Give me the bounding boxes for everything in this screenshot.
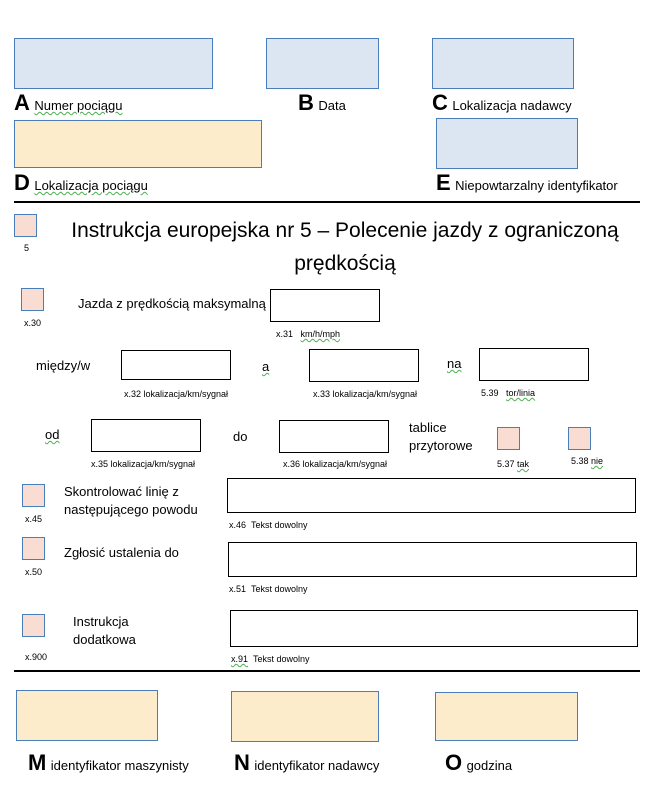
train-location-field[interactable]: [14, 120, 262, 168]
signs-label-1: tablice: [409, 420, 447, 435]
inspect-checkbox[interactable]: [22, 484, 45, 507]
sender-location-field[interactable]: [432, 38, 574, 89]
instruction-title-line2: prędkością: [294, 252, 396, 275]
field-e-label: E Niepowtarzalny identyfikator: [436, 170, 618, 195]
time-field[interactable]: [435, 692, 578, 741]
field-d-label: D Lokalizacja pociągu: [14, 170, 148, 195]
signs-yes-checkbox[interactable]: [497, 427, 520, 450]
between-from-input[interactable]: [121, 350, 231, 380]
field-c-label: C Lokalizacja nadawcy: [432, 90, 572, 115]
speed-code: x.30: [24, 318, 42, 328]
between-to-code: x.33 lokalizacja/km/sygnał: [313, 389, 418, 399]
field-b-label: B Data: [298, 90, 346, 115]
signs-yes-code: 5.37 tak: [497, 459, 530, 469]
between-to-input[interactable]: [309, 349, 419, 382]
between-from-code: x.32 lokalizacja/km/sygnał: [124, 389, 229, 399]
inspect-text-input[interactable]: [227, 478, 636, 513]
field-m-label: M identyfikator maszynisty: [28, 750, 189, 775]
between-and-label: a: [262, 359, 270, 374]
sender-id-field[interactable]: [231, 691, 379, 742]
inspect-label-1: Skontrolować linię z: [64, 484, 179, 499]
report-text-code: x.51 Tekst dowolny: [229, 584, 308, 594]
driver-id-field[interactable]: [16, 690, 158, 741]
report-code: x.50: [25, 567, 43, 577]
additional-checkbox[interactable]: [22, 614, 45, 637]
between-label: między/w: [36, 358, 91, 373]
inspect-text-code: x.46 Tekst dowolny: [229, 520, 308, 530]
speed-checkbox[interactable]: [21, 288, 44, 311]
speed-value-code: x.31 km/h/mph: [276, 329, 341, 339]
range-to-label: do: [233, 429, 248, 444]
between-on-label: na: [447, 356, 462, 371]
train-number-field[interactable]: [14, 38, 213, 89]
unique-identifier-field[interactable]: [436, 118, 578, 169]
track-code: 5.39 tor/linia: [481, 388, 536, 398]
report-text-input[interactable]: [228, 542, 637, 577]
speed-label: Jazda z prędkością maksymalną: [78, 296, 266, 311]
bottom-divider: [14, 670, 640, 672]
signs-label-2: przytorowe: [409, 438, 473, 453]
top-divider: [14, 201, 640, 203]
report-checkbox[interactable]: [22, 537, 45, 560]
range-from-label: od: [45, 427, 60, 442]
field-a-label: A Numer pociągu: [14, 90, 123, 115]
instruction-5-checkbox[interactable]: [14, 214, 37, 237]
additional-code: x.900: [25, 652, 48, 662]
signs-no-code: 5.38 nie: [571, 456, 604, 466]
signs-no-checkbox[interactable]: [568, 427, 591, 450]
track-input[interactable]: [479, 348, 589, 381]
range-from-input[interactable]: [91, 419, 201, 452]
report-label: Zgłosić ustalenia do: [64, 545, 179, 560]
range-to-code: x.36 lokalizacja/km/sygnał: [283, 459, 388, 469]
range-to-input[interactable]: [279, 420, 389, 453]
inspect-code: x.45: [25, 514, 43, 524]
inspect-label-2: następującego powodu: [64, 502, 198, 517]
field-n-label: N identyfikator nadawcy: [234, 750, 380, 775]
additional-label-1: Instrukcja: [73, 614, 129, 629]
date-field[interactable]: [266, 38, 379, 89]
additional-label-2: dodatkowa: [73, 632, 136, 647]
max-speed-input[interactable]: [270, 289, 380, 322]
additional-text-code: x.91 Tekst dowolny: [231, 654, 310, 664]
field-o-label: O godzina: [445, 750, 513, 775]
additional-text-input[interactable]: [230, 610, 638, 647]
instruction-5-code: 5: [24, 243, 30, 253]
range-from-code: x.35 lokalizacja/km/sygnał: [91, 459, 196, 469]
instruction-title-line1: Instrukcja europejska nr 5 – Polecenie jazdy z ograniczoną: [71, 219, 619, 242]
